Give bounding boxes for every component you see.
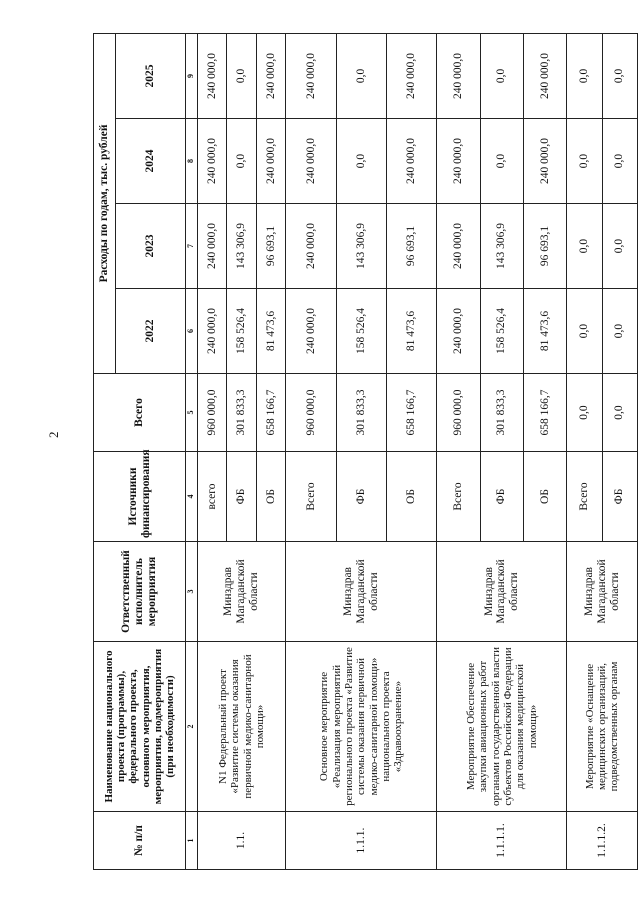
row-y2025: 0,0 (602, 33, 637, 118)
row-executor: Минздрав Магаданской области (286, 542, 437, 642)
row-y2022: 0,0 (602, 289, 637, 374)
header-name: Наименование национального проекта (программы), федерального проекта, основного мероприятия, мероприятия, подмероприятия (при необходимости) (94, 642, 186, 812)
row-source: ФБ (602, 452, 637, 542)
row-y2023: 240 000,0 (286, 204, 336, 289)
row-y2023: 96 693,1 (256, 204, 286, 289)
column-number: 5 (186, 374, 198, 452)
row-source: всего (198, 452, 227, 542)
row-y2022: 240 000,0 (286, 289, 336, 374)
row-y2023: 143 306,9 (227, 204, 256, 289)
column-number: 9 (186, 33, 198, 118)
row-y2025: 240 000,0 (437, 33, 480, 118)
header-year: 2022 (116, 289, 186, 374)
row-source: Всего (567, 452, 602, 542)
row-source: ФБ (336, 452, 386, 542)
row-y2025: 0,0 (227, 33, 256, 118)
header-source: Источники финансирования (94, 452, 186, 542)
row-name: Основное мероприятие «Реализация мероприятий регионального проекта «Развитие системы оказания первичной медико-санитарной помощи» национального проекта «Здравоохранение» (286, 642, 437, 812)
row-y2023: 240 000,0 (437, 204, 480, 289)
row-y2025: 0,0 (336, 33, 386, 118)
row-y2023: 240 000,0 (198, 204, 227, 289)
row-executor: Минздрав Магаданской области (198, 542, 286, 642)
row-name: Мероприятие Обеспечение закупки авиационных работ органами государственной власти субъектов Российской Федерации для оказания медицинской помощи» (437, 642, 567, 812)
page-number: 2 (46, 431, 61, 438)
rotated-page (93, 34, 638, 870)
row-y2022: 240 000,0 (198, 289, 227, 374)
row-total: 960 000,0 (198, 374, 227, 452)
header-year: 2025 (116, 33, 186, 118)
row-number: 1.1. (198, 812, 286, 870)
row-source: ОБ (387, 452, 437, 542)
row-y2025: 0,0 (567, 33, 602, 118)
column-number: 6 (186, 289, 198, 374)
row-y2025: 0,0 (480, 33, 523, 118)
row-total: 960 000,0 (437, 374, 480, 452)
header-year: 2024 (116, 119, 186, 204)
row-y2024: 240 000,0 (286, 119, 336, 204)
row-y2024: 0,0 (227, 119, 256, 204)
row-y2022: 158 526,4 (336, 289, 386, 374)
row-y2024: 240 000,0 (524, 119, 567, 204)
row-y2023: 96 693,1 (387, 204, 437, 289)
row-total: 0,0 (567, 374, 602, 452)
row-y2025: 240 000,0 (524, 33, 567, 118)
column-number: 3 (186, 542, 198, 642)
row-y2023: 0,0 (567, 204, 602, 289)
column-number: 8 (186, 119, 198, 204)
row-executor: Минздрав Магаданской области (437, 542, 567, 642)
row-source: ФБ (227, 452, 256, 542)
row-total: 960 000,0 (286, 374, 336, 452)
row-total: 301 833,3 (227, 374, 256, 452)
row-name: N1 Федеральный проект «Развитие системы оказания первичной медико-санитарной помощи» (198, 642, 286, 812)
expenses-table (93, 33, 638, 870)
row-source: ОБ (524, 452, 567, 542)
column-number: 1 (186, 812, 198, 870)
row-y2023: 143 306,9 (336, 204, 386, 289)
row-y2023: 143 306,9 (480, 204, 523, 289)
row-y2022: 81 473,6 (256, 289, 286, 374)
row-y2022: 81 473,6 (524, 289, 567, 374)
row-y2022: 158 526,4 (227, 289, 256, 374)
row-total: 301 833,3 (336, 374, 386, 452)
row-source: Всего (437, 452, 480, 542)
row-number: 1.1.1.2. (567, 812, 638, 870)
row-y2024: 240 000,0 (387, 119, 437, 204)
row-y2024: 240 000,0 (198, 119, 227, 204)
row-source: ОБ (256, 452, 286, 542)
row-y2022: 81 473,6 (387, 289, 437, 374)
row-total: 658 166,7 (387, 374, 437, 452)
row-y2023: 0,0 (602, 204, 637, 289)
row-source: Всего (286, 452, 336, 542)
row-y2022: 0,0 (567, 289, 602, 374)
header-num: № п/п (94, 812, 186, 870)
row-executor: Минздрав Магаданской области (567, 542, 638, 642)
row-y2025: 240 000,0 (387, 33, 437, 118)
header-total: Всего (94, 374, 186, 452)
row-y2024: 240 000,0 (256, 119, 286, 204)
row-y2024: 0,0 (336, 119, 386, 204)
row-name: Мероприятие «Оснащение медицинских организаций, подведомственных органам (567, 642, 638, 812)
column-number: 7 (186, 204, 198, 289)
row-y2022: 240 000,0 (437, 289, 480, 374)
row-y2025: 240 000,0 (256, 33, 286, 118)
row-y2024: 0,0 (567, 119, 602, 204)
row-y2025: 240 000,0 (198, 33, 227, 118)
header-years-group: Расходы по годам, тыс. рублей (94, 33, 116, 373)
column-number: 2 (186, 642, 198, 812)
header-executor: Ответственный исполнитель мероприятия (94, 542, 186, 642)
row-total: 658 166,7 (256, 374, 286, 452)
row-y2024: 240 000,0 (437, 119, 480, 204)
row-total: 301 833,3 (480, 374, 523, 452)
column-number: 4 (186, 452, 198, 542)
row-y2023: 96 693,1 (524, 204, 567, 289)
row-total: 658 166,7 (524, 374, 567, 452)
row-y2024: 0,0 (602, 119, 637, 204)
row-number: 1.1.1.1. (437, 812, 567, 870)
header-year: 2023 (116, 204, 186, 289)
row-y2022: 158 526,4 (480, 289, 523, 374)
row-y2024: 0,0 (480, 119, 523, 204)
row-source: ФБ (480, 452, 523, 542)
row-total: 0,0 (602, 374, 637, 452)
row-y2025: 240 000,0 (286, 33, 336, 118)
row-number: 1.1.1. (286, 812, 437, 870)
